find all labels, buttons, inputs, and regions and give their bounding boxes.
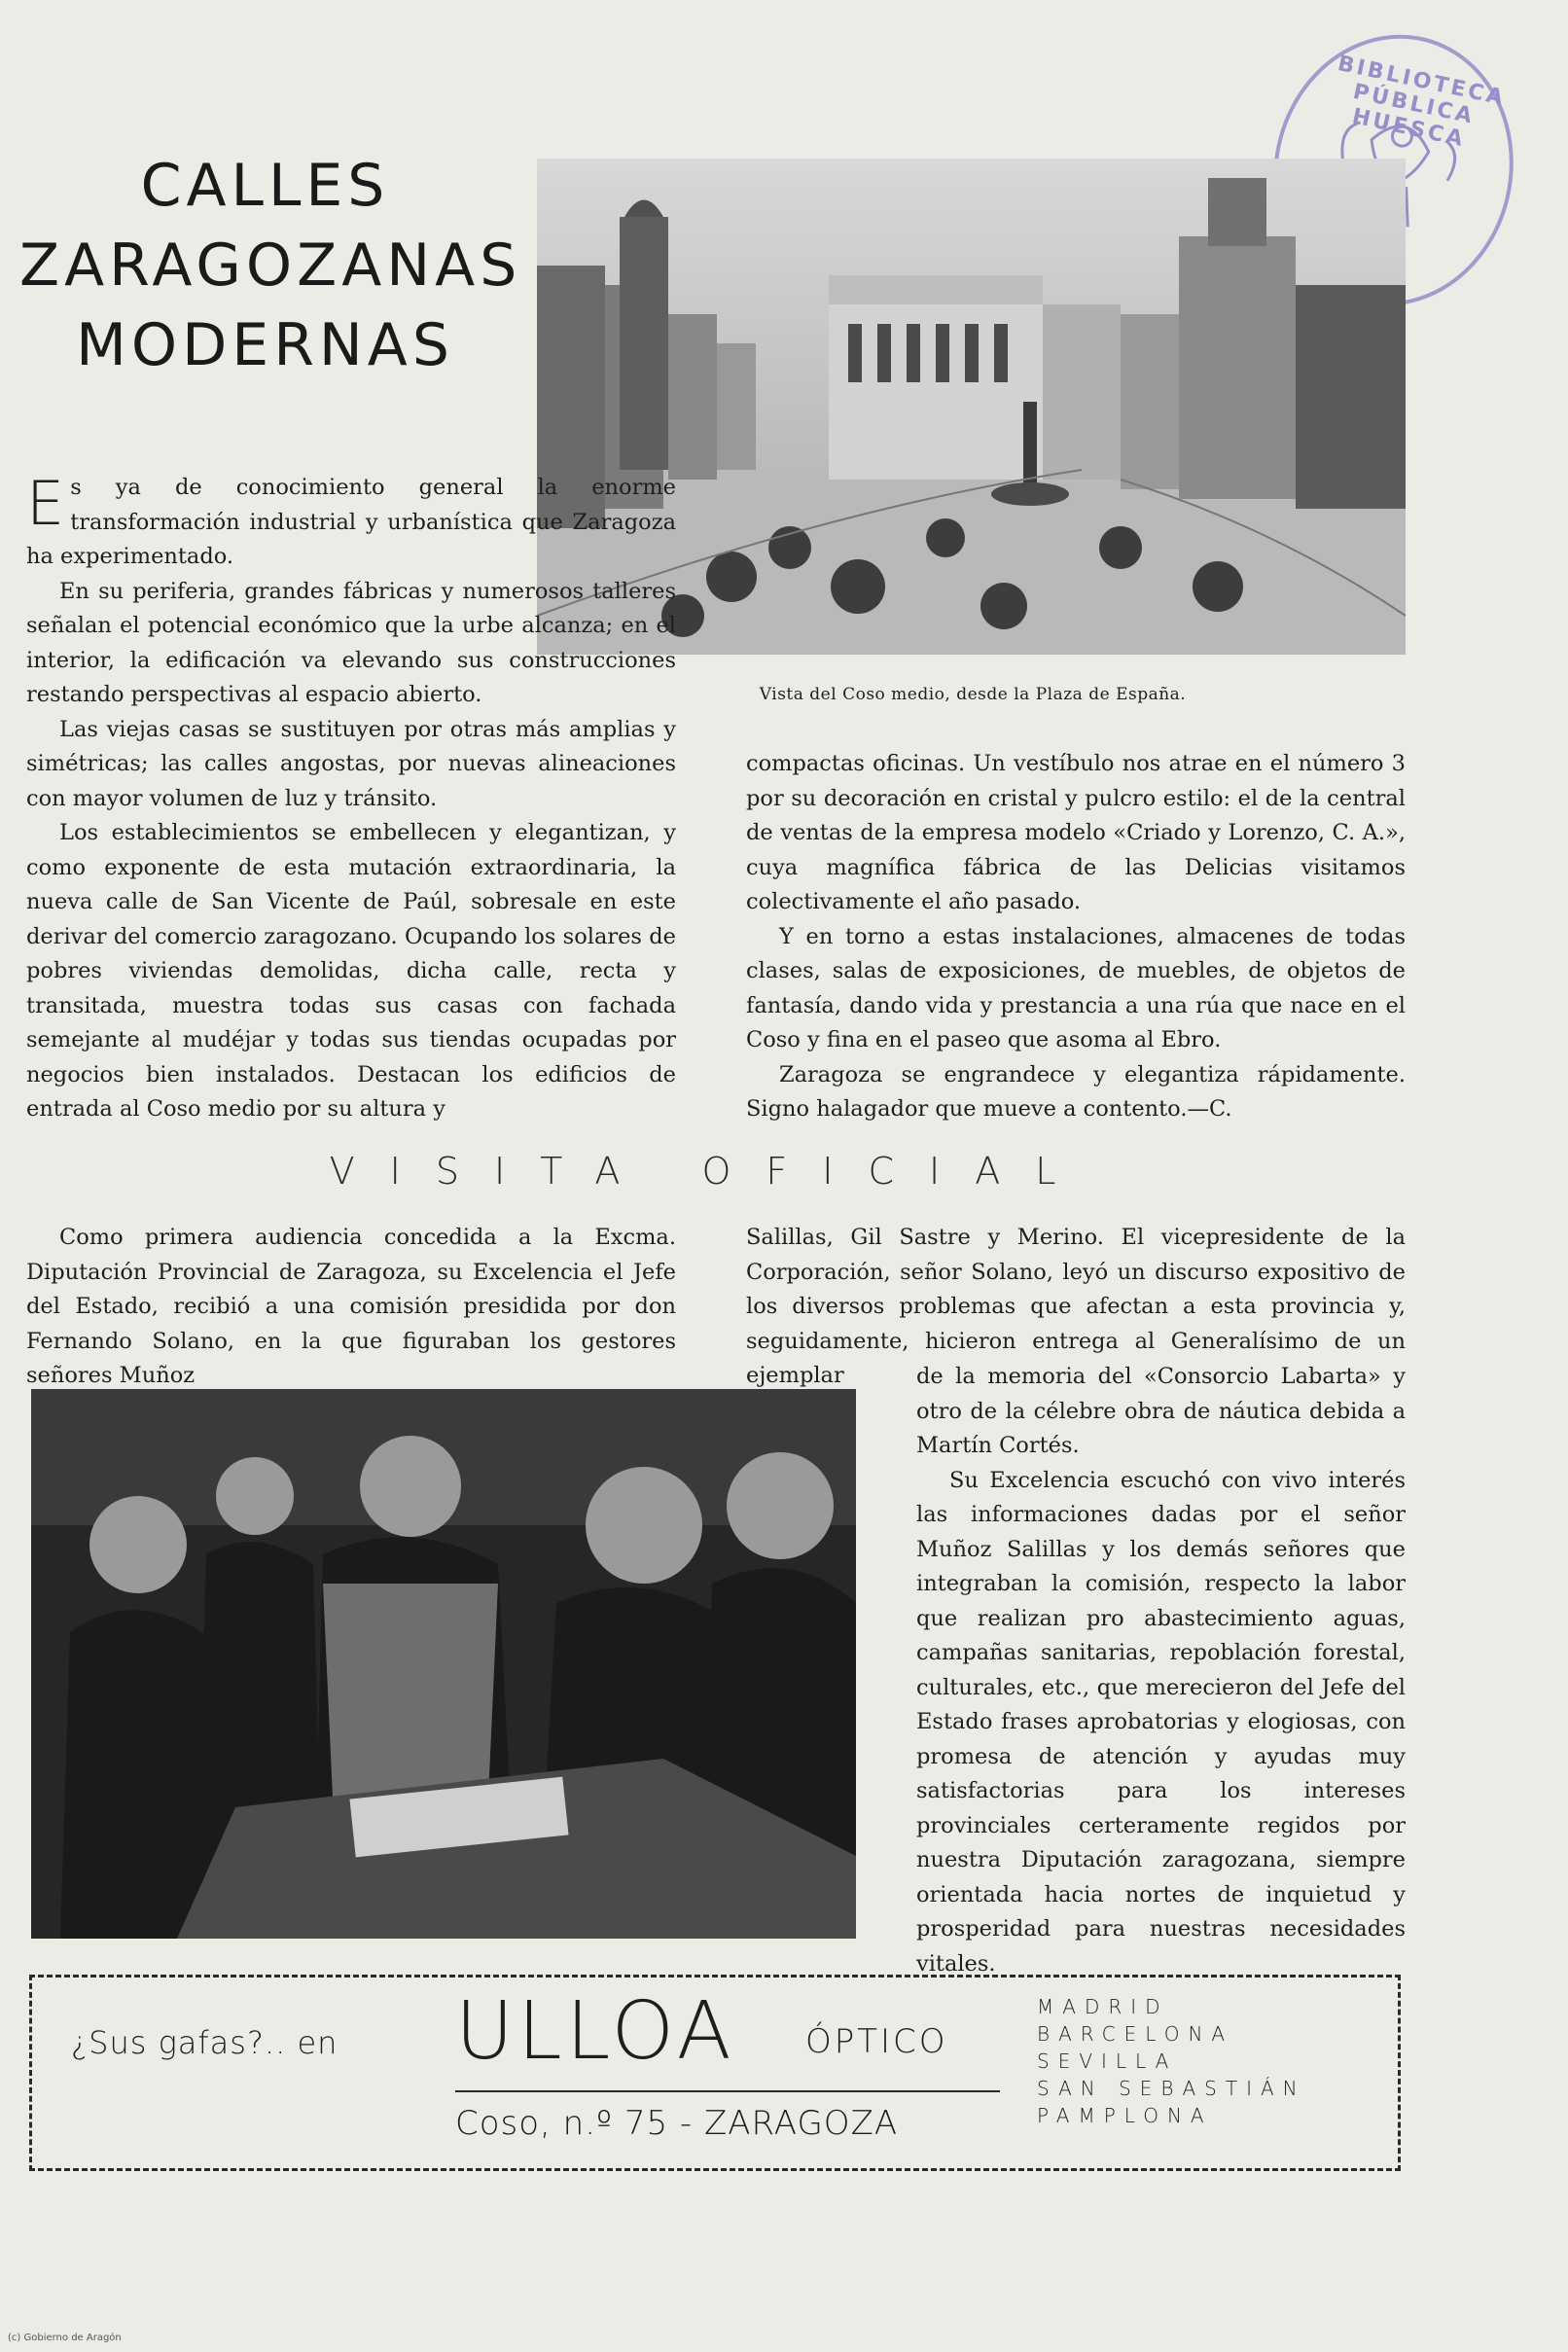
article1-paragraph: compactas oficinas. Un vestíbulo nos atrae en el número 3 por su decoración en cristal y pulcro estilo: el de la central de ventas de la empresa modelo «Criado y Lorenzo, C. A.», cuya magnífica fábrica de las Delicias visitamos colectivamente el año pasado. [746, 751, 1406, 914]
article1-paragraph: Las viejas casas se sustituyen por otras más amplias y simétricas; las calles angostas, por nuevas alineaciones con mayor volumen de luz y tránsito. [26, 716, 676, 811]
article2-paragraph: de la memoria del «Consorcio Labarta» y otro de la célebre obra de náutica debida a Martín Cortés. [916, 1364, 1406, 1458]
ad-brand-suffix: ÓPTICO [805, 2022, 948, 2061]
article1-right-column [746, 747, 1406, 1127]
drop-cap: E [26, 468, 65, 539]
ad-city: MADRID [1037, 1995, 1169, 2018]
meeting-illustration [31, 1389, 856, 1939]
article2-paragraph: Como primera audiencia concedida a la Excma. Diputación Provincial de Zaragoza, su Excelencia el Jefe del Estado, recibió a una comisión presidida por don Fernando Solano, en la que figuraban los gestores señores Muñoz [26, 1225, 676, 1388]
page-title [19, 146, 522, 385]
ad-divider [455, 2090, 1000, 2092]
copyright-note: (c) Gobierno de Aragón [8, 2333, 122, 2343]
stamp-text: BIBLIOTECA PÚBLICA HUESCA [1335, 52, 1509, 153]
article1-first-paragraph [26, 468, 676, 575]
photo-caption: Vista del Coso medio, desde la Plaza de España. [759, 685, 1187, 704]
article2-paragraph: Su Excelencia escuchó con vivo interés las informaciones dadas por el señor Muñoz Salillas y los demás señores que integraban la comisión, respecto la labor que realizan pro abastecimiento aguas, campañas sanitarias, repoblación forestal, culturales, etc., que merecieron del Jefe del Estado frases aprobatorias y elogiosas, con promesa de atención y ayudas muy satisfactorias para los intereses provinciales certeramente regidos por nuestra Diputación zaragozana, siempre orientada hacia nortes de inquietud y prosperidad para nuestras necesidades vitales. [916, 1467, 1406, 1977]
article1-paragraph: Y en torno a estas instalaciones, almacenes de todas clases, salas de exposiciones, de muebles, de objetos de fantasía, dando vida y prestancia a una rúa que nace en el Coso y fina en el paseo que asoma al Ebro. [746, 923, 1406, 1052]
article2-narrow-column [916, 1360, 1406, 1981]
ad-city: SEVILLA [1037, 2049, 1178, 2073]
title-line-2: ZARAGOZANAS [19, 232, 522, 300]
title-line-1: CALLES [140, 152, 390, 220]
first-paragraph-text: s ya de conocimiento general la enorme transformación industrial y urbanística que Zaragoza ha experimentado. [26, 475, 676, 569]
section-title: VISITA OFICIAL [329, 1150, 1091, 1193]
ad-city: SAN SEBASTIÁN [1037, 2077, 1306, 2100]
ad-city: BARCELONA [1037, 2022, 1234, 2046]
article1-paragraph: Los establecimientos se embellecen y elegantizan, y como exponente de esta mutación extraordinaria, la nueva calle de San Vicente de Paúl, sobresale en este derivar del comercio zaragozano. Ocupando los solares de pobres viviendas demolidas, dicha calle, recta y transitada, muestra todas sus casas con fachada semejante al mudéjar y todas sus tiendas ocupadas por negocios bien instalados. Destacan los edificios de entrada al Coso medio por su altura y [26, 820, 676, 1122]
ulloa-advertisement [29, 1975, 1401, 2171]
article1-paragraph: Zaragoza se engrandece y elegantiza rápidamente. Signo halagador que mueve a contento.—C. [746, 1061, 1406, 1122]
official-visit-photo [31, 1389, 856, 1939]
ad-city: PAMPLONA [1037, 2104, 1213, 2127]
ad-tagline: ¿Sus gafas?.. en [71, 2024, 339, 2061]
ad-city-list [1037, 1993, 1306, 2129]
title-line-3: MODERNAS [76, 311, 454, 379]
article2-left-column [26, 1221, 676, 1394]
ad-brand: ULLOA [455, 1985, 735, 2078]
article1-left-column [26, 468, 676, 1127]
article2-paragraph: Salillas, Gil Sastre y Merino. El vicepresidente de la Corporación, señor Solano, leyó un discurso expositivo de los diversos problemas que afectan a esta provincia y, seguidamente, hicieron entrega al Generalísimo de un ejemplar [746, 1225, 1406, 1388]
ad-address: Coso, n.º 75 - ZARAGOZA [455, 2104, 899, 2143]
article1-paragraph: En su periferia, grandes fábricas y numerosos talleres señalan el potencial económico que la urbe alcanza; en el interior, la edificación va elevando sus construcciones restando perspectivas al espacio abierto. [26, 578, 676, 707]
